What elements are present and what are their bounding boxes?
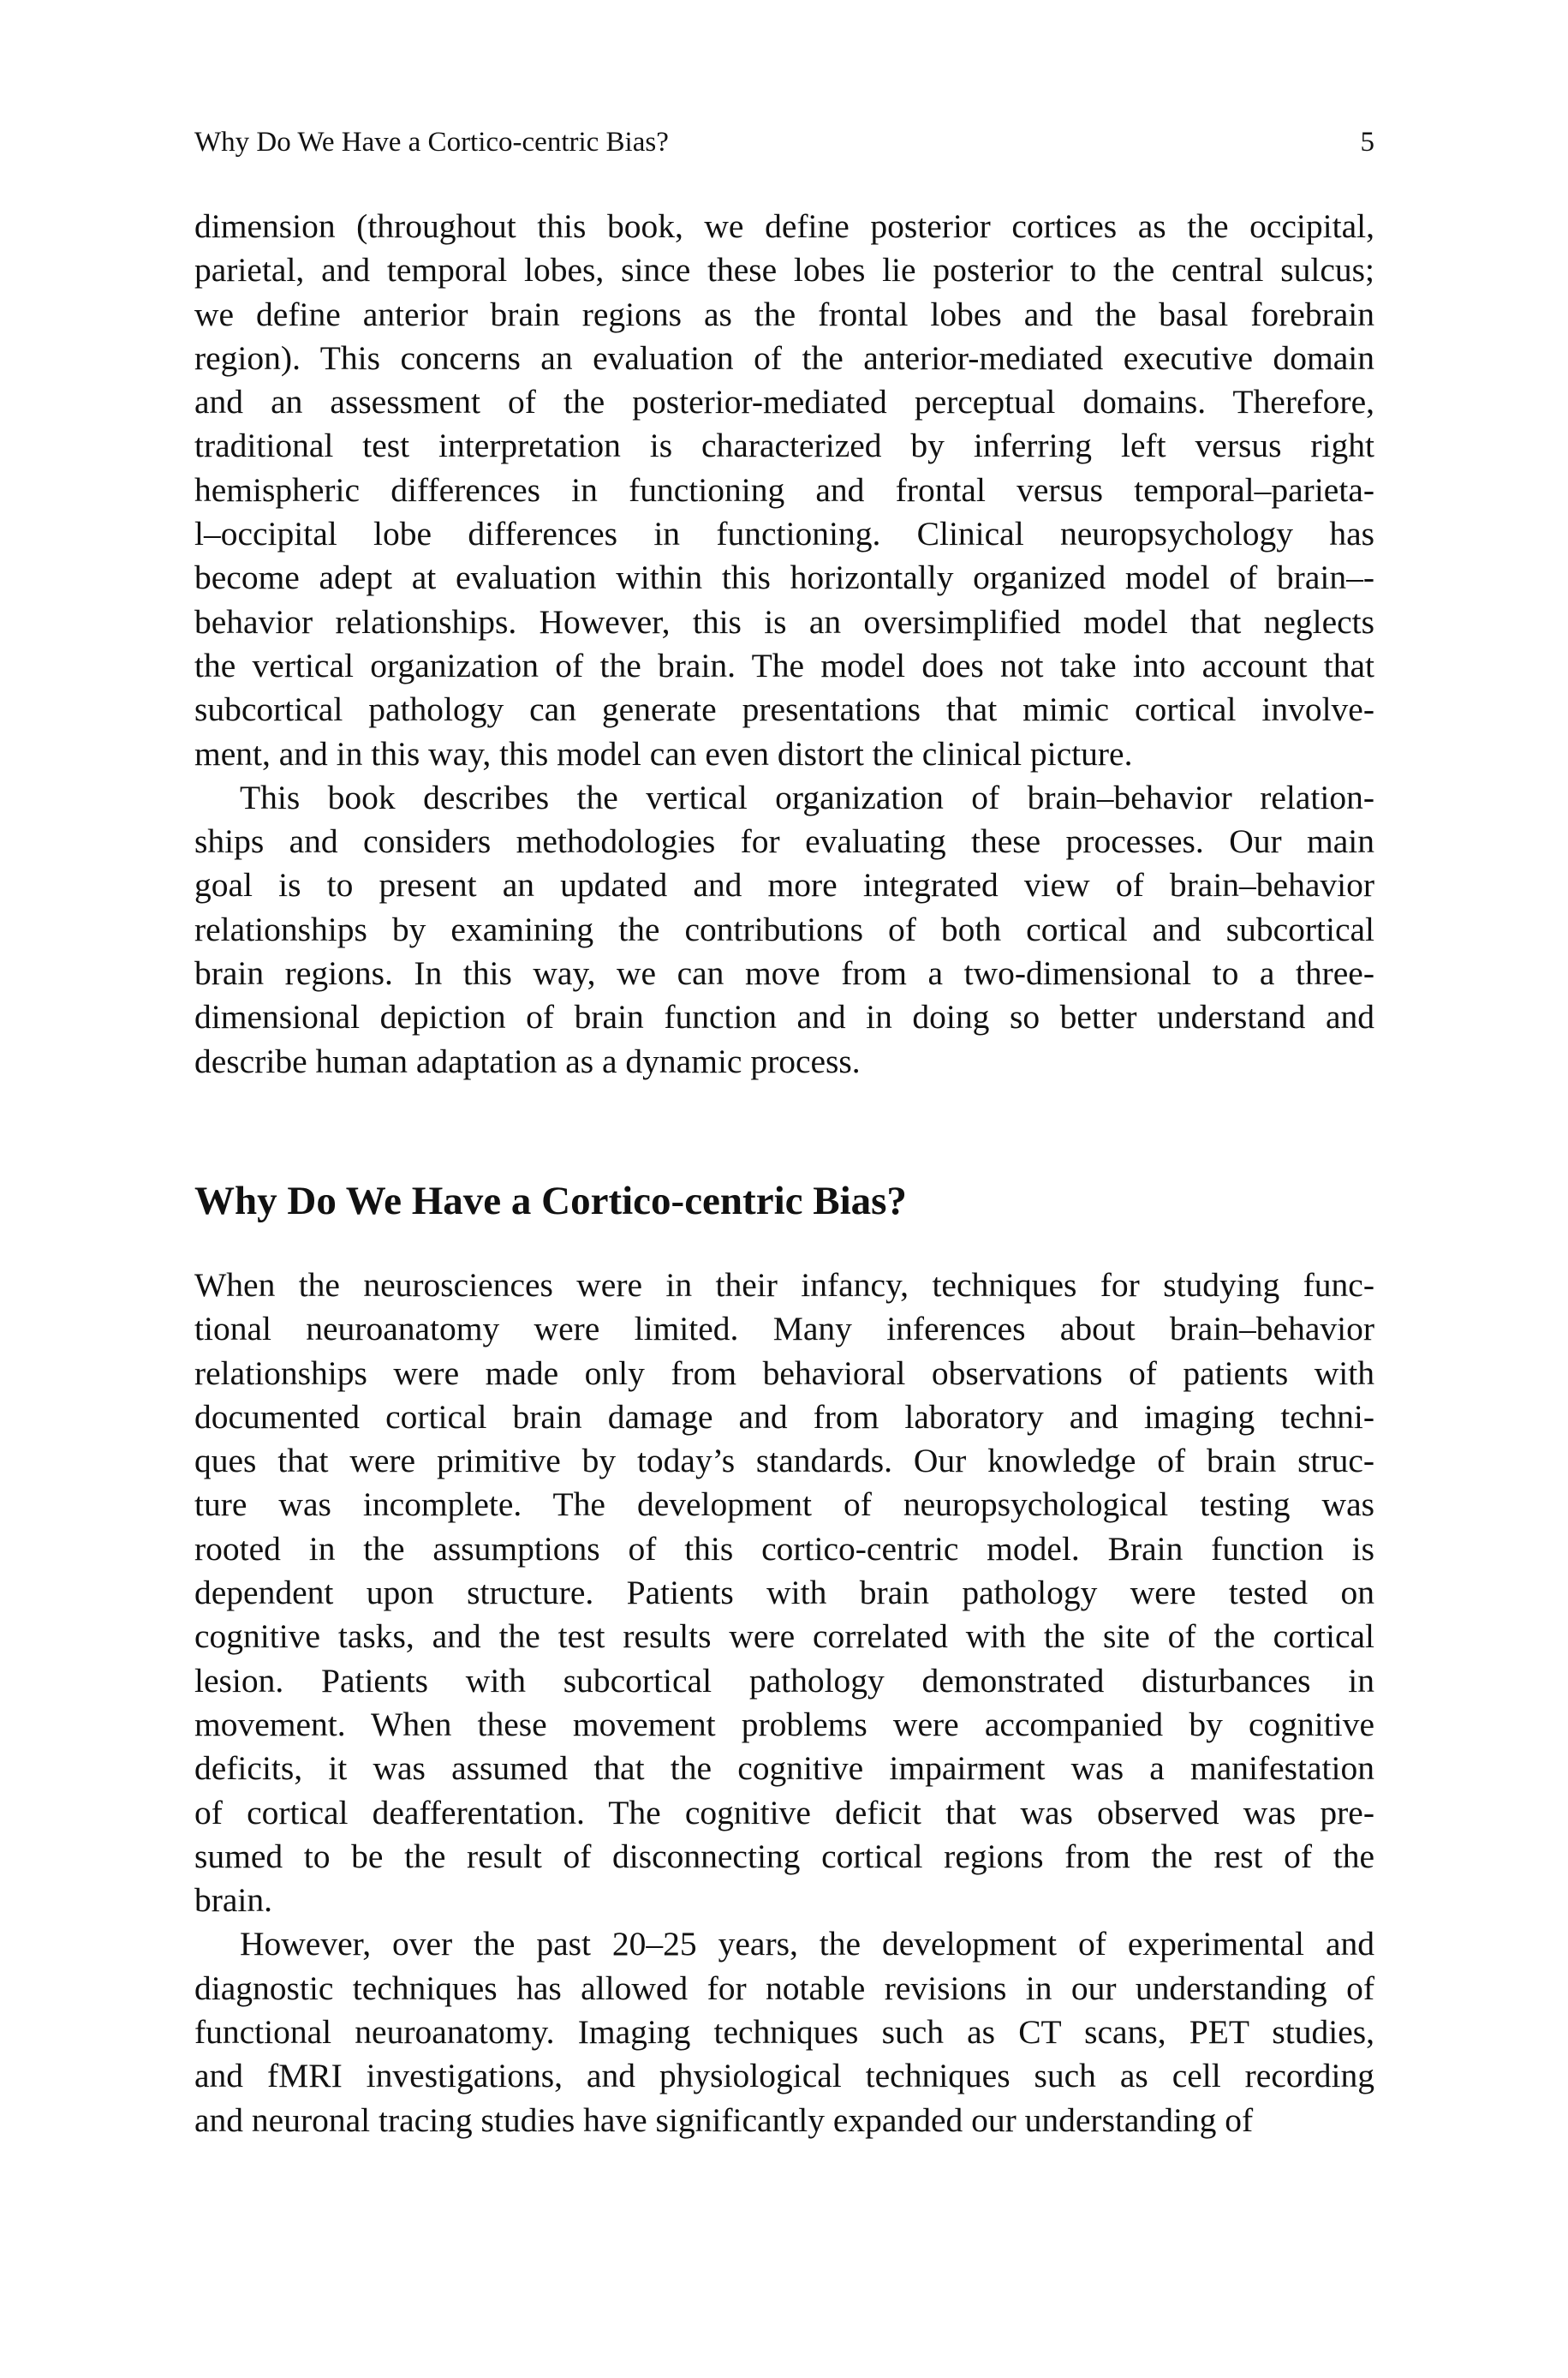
section-heading: Why Do We Have a Cortico-centric Bias? xyxy=(194,1179,907,1223)
text-line: This book describes the vertical organization of brain–behavior relation- xyxy=(240,778,1374,816)
text-line: movement. When these movement problems were accompanied by cognitive xyxy=(194,1705,1374,1743)
text-line: However, over the past 20–25 years, the development of experimental and xyxy=(240,1925,1374,1963)
text-line: region). This concerns an evaluation of the anterior-mediated executive domain xyxy=(194,338,1374,377)
text-line: ture was incomplete. The development of neuropsychological testing was xyxy=(194,1485,1374,1524)
paragraph xyxy=(194,205,1374,776)
text-line: documented cortical brain damage and from laboratory and imaging techni- xyxy=(194,1397,1374,1436)
text-line: ships and considers methodologies for evaluating these processes. Our main xyxy=(194,822,1374,861)
text-line: brain. xyxy=(194,1881,273,1920)
text-line: the vertical organization of the brain. The model does not take into account that xyxy=(194,646,1374,684)
text-line: rooted in the assumptions of this cortico-centric model. Brain function is xyxy=(194,1529,1374,1568)
text-line: cognitive tasks, and the test results were correlated with the site of the cortical xyxy=(194,1617,1374,1656)
text-line: brain regions. In this way, we can move from a two-dimensional to a three- xyxy=(194,954,1374,993)
text-line: behavior relationships. However, this is an oversimplified model that neglects xyxy=(194,602,1374,641)
text-line: relationships were made only from behavioral observations of patients with xyxy=(194,1353,1374,1392)
text-line: dimension (throughout this book, we define posterior cortices as the occipital, xyxy=(194,207,1374,245)
text-line: diagnostic techniques has allowed for notable revisions in our understanding of xyxy=(194,1969,1374,2007)
paragraph xyxy=(194,776,1374,1084)
text-line: traditional test interpretation is characterized by inferring left versus right xyxy=(194,427,1374,465)
text-line: become adept at evaluation within this horizontally organized model of brain–- xyxy=(194,559,1374,597)
text-line: and an assessment of the posterior-mediated perceptual domains. Therefore, xyxy=(194,383,1374,421)
text-line: goal is to present an updated and more integrated view of brain–behavior xyxy=(194,866,1374,905)
body-text-section-2 xyxy=(194,1264,1374,2142)
text-line: tional neuroanatomy were limited. Many inferences about brain–behavior xyxy=(194,1310,1374,1348)
text-line: functional neuroanatomy. Imaging techniques such as CT scans, PET studies, xyxy=(194,2013,1374,2052)
text-line: l–occipital lobe differences in functioning. Clinical neuropsychology has xyxy=(194,515,1374,553)
text-line: hemispheric differences in functioning and frontal versus temporal–parieta- xyxy=(194,470,1374,509)
body-text-section-1 xyxy=(194,205,1374,1084)
text-line: ques that were primitive by today’s standards. Our knowledge of brain struc- xyxy=(194,1442,1374,1480)
text-line: When the neurosciences were in their infancy, techniques for studying func- xyxy=(194,1266,1374,1304)
text-line: relationships by examining the contributions of both cortical and subcortical xyxy=(194,910,1374,948)
text-line: and neuronal tracing studies have significantly expanded our understanding of xyxy=(194,2100,1254,2139)
text-line: lesion. Patients with subcortical pathology demonstrated disturbances in xyxy=(194,1661,1374,1700)
text-line: sumed to be the result of disconnecting cortical regions from the rest of the xyxy=(194,1837,1374,1875)
text-line: subcortical pathology can generate presentations that mimic cortical involve- xyxy=(194,690,1374,729)
paragraph xyxy=(194,1922,1374,2142)
text-line: we define anterior brain regions as the frontal lobes and the basal forebrain xyxy=(194,295,1374,333)
page-number: 5 xyxy=(1360,127,1374,158)
text-line: dimensional depiction of brain function and in doing so better understand and xyxy=(194,998,1374,1037)
paragraph xyxy=(194,1264,1374,1922)
running-head xyxy=(194,125,1374,159)
running-head-title: Why Do We Have a Cortico-centric Bias? xyxy=(194,127,669,158)
text-line: of cortical deafferentation. The cognitive deficit that was observed was pre- xyxy=(194,1793,1374,1831)
text-line: ment, and in this way, this model can even distort the clinical picture. xyxy=(194,734,1133,773)
text-line: parietal, and temporal lobes, since these lobes lie posterior to the central sulcus; xyxy=(194,251,1374,290)
text-line: describe human adaptation as a dynamic process. xyxy=(194,1042,861,1080)
text-line: dependent upon structure. Patients with brain pathology were tested on xyxy=(194,1574,1374,1612)
text-line: deficits, it was assumed that the cognitive impairment was a manifestation xyxy=(194,1749,1374,1788)
text-line: and fMRI investigations, and physiological techniques such as cell recording xyxy=(194,2057,1374,2095)
